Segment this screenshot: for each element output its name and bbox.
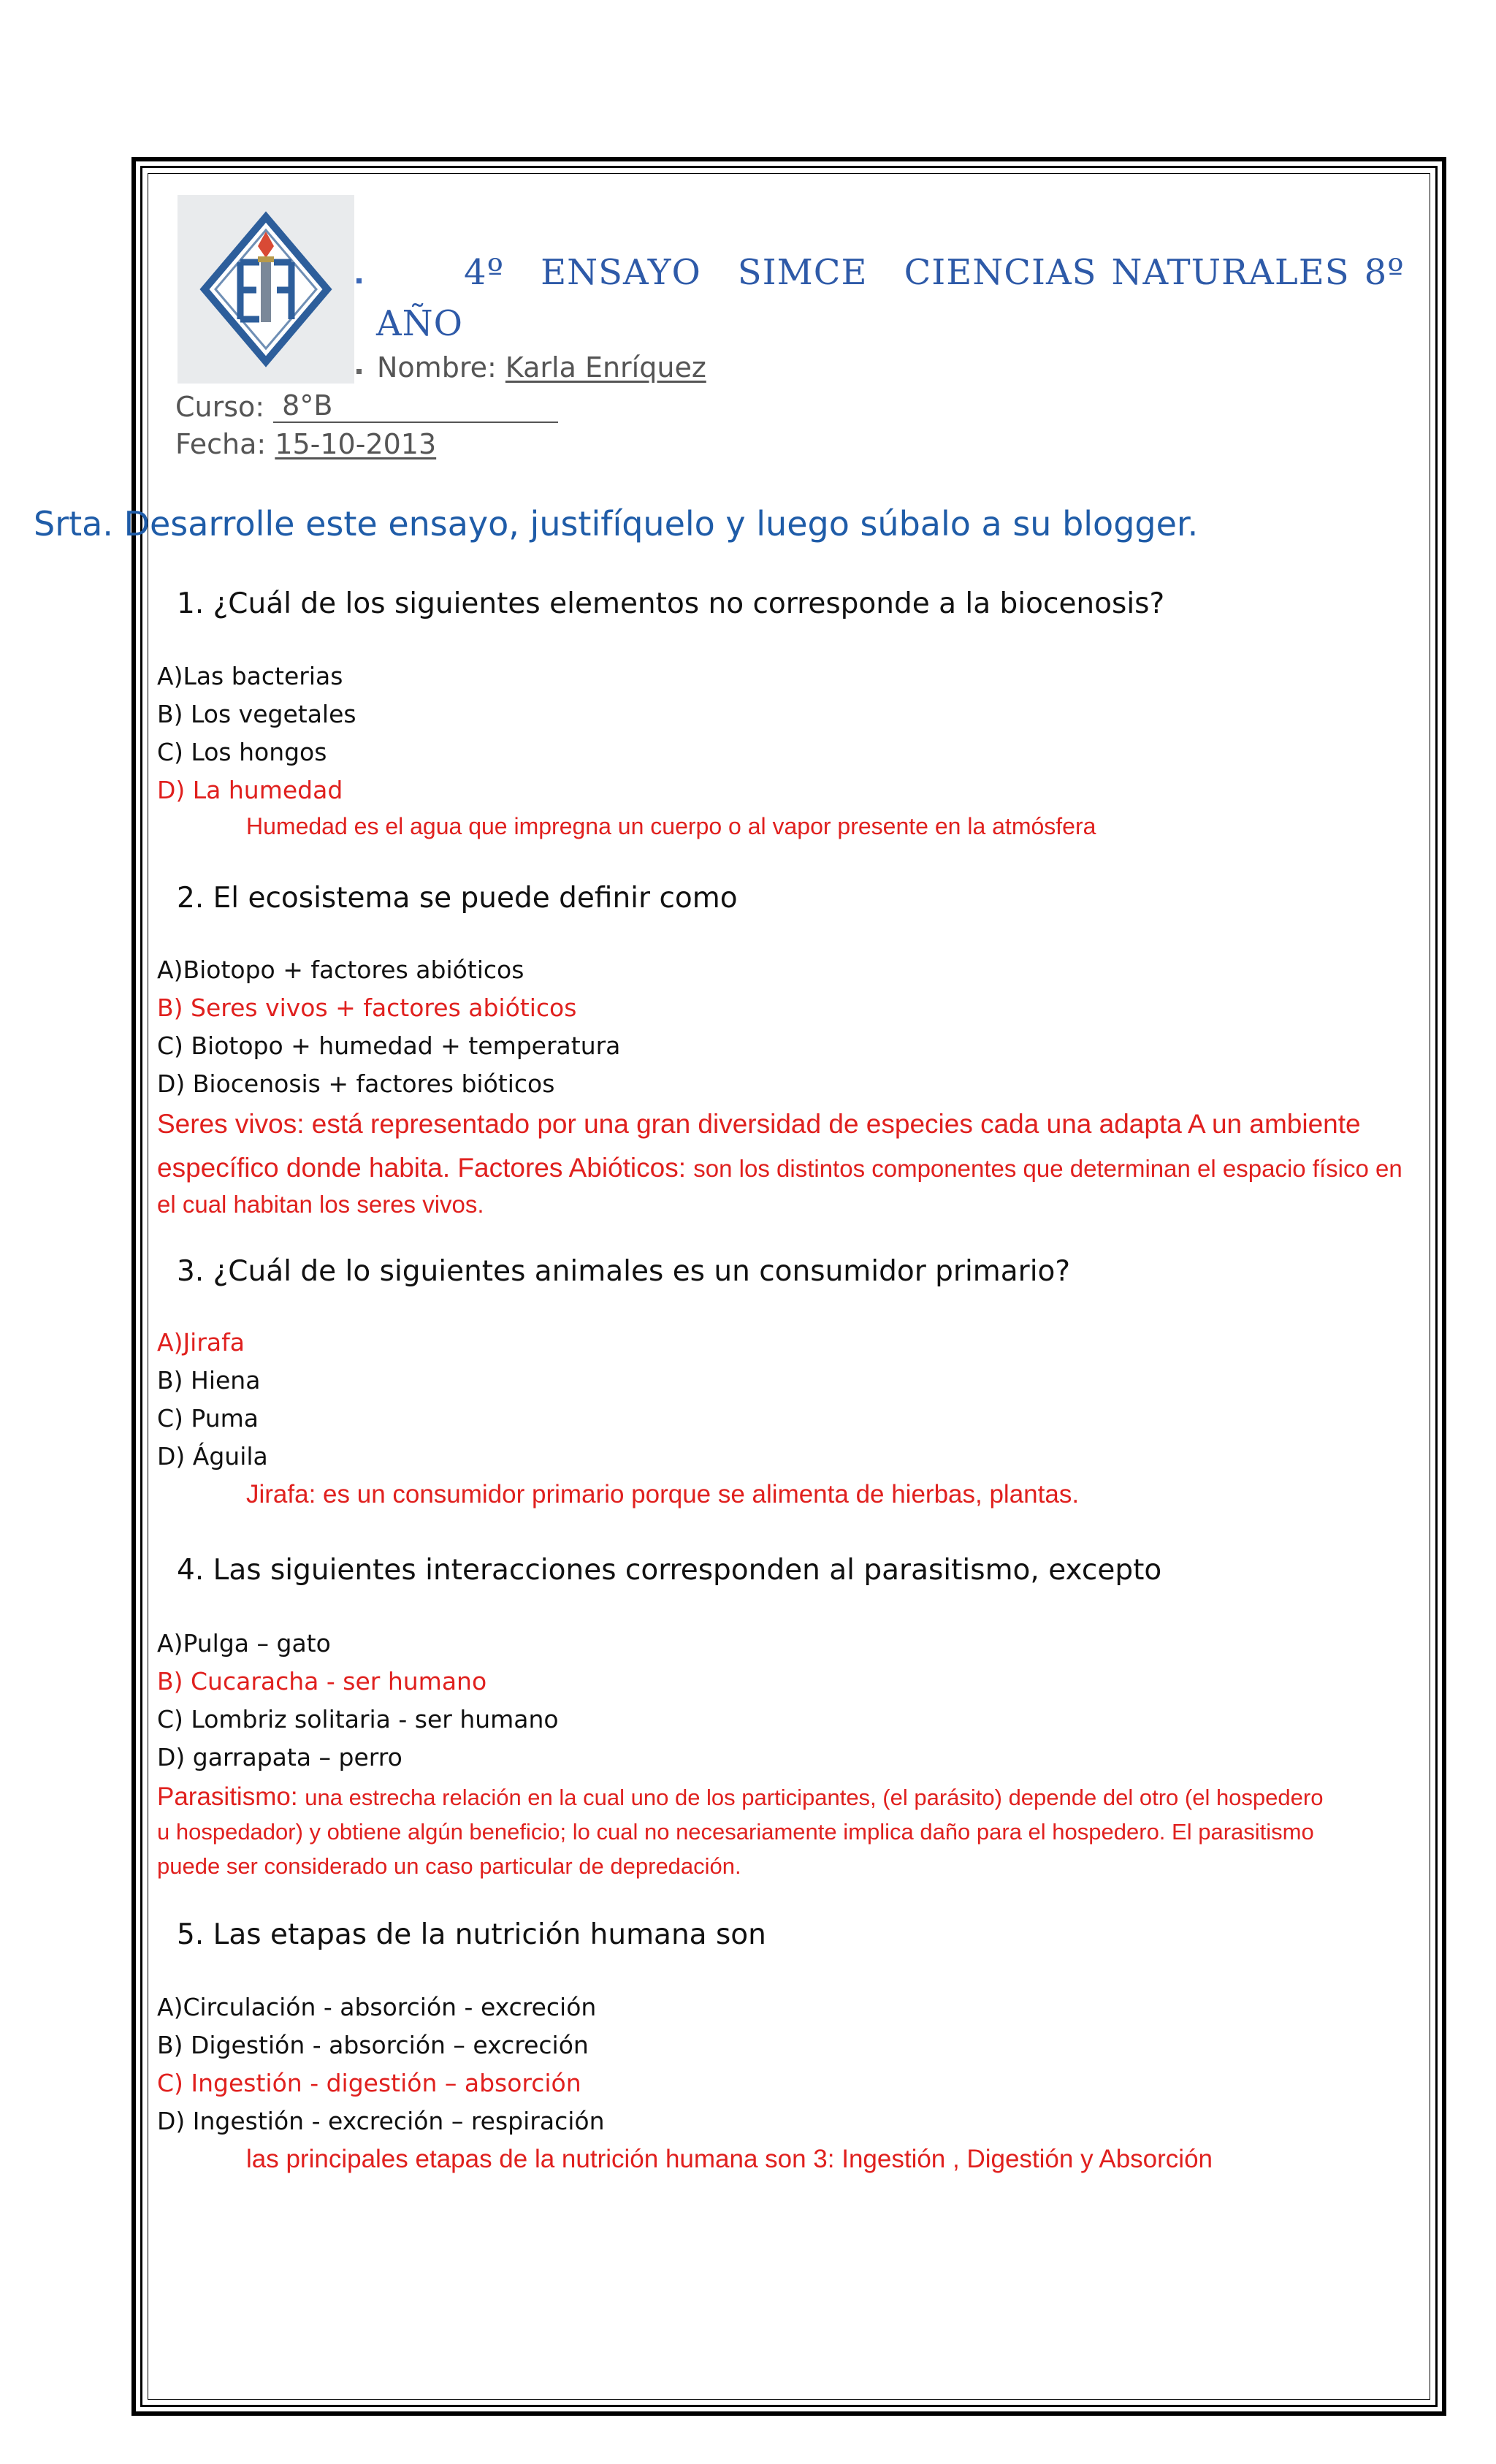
title-bullet-icon xyxy=(356,278,362,283)
option-3a-answer: A)Jirafa xyxy=(157,1328,245,1357)
course-field xyxy=(175,391,558,423)
title-word: SIMCE xyxy=(737,252,868,293)
option-5b: B) Digestión - absorción – excreción xyxy=(157,2031,589,2059)
school-logo-icon xyxy=(178,195,354,384)
title-line-1 xyxy=(376,247,1405,298)
nombre-bullet-icon xyxy=(356,369,362,374)
explanation-1: Humedad es el agua que impregna un cuerpo o al vapor presente en la atmósfera xyxy=(246,813,1096,839)
option-2b-answer: B) Seres vivos + factores abióticos xyxy=(157,993,577,1022)
date-field xyxy=(175,428,436,460)
option-5c-answer: C) Ingestión - digestión – absorción xyxy=(157,2069,581,2097)
fecha-value: 15-10-2013 xyxy=(275,428,437,460)
title-word: CIENCIAS xyxy=(904,252,1097,293)
explanation-2-line-3: el cual habitan los seres vivos. xyxy=(157,1191,484,1218)
title-word: NATURALES xyxy=(1111,252,1350,293)
title-word: 4º xyxy=(464,252,505,293)
explanation-4-line-1 xyxy=(157,1782,1323,1812)
option-4c: C) Lombriz solitaria - ser humano xyxy=(157,1705,559,1733)
nombre-value: Karla Enríquez xyxy=(505,351,706,384)
curso-value: 8°B xyxy=(282,389,333,422)
title-word: ENSAYO xyxy=(541,252,701,293)
curso-underline xyxy=(273,391,558,423)
title-line-2: AÑO xyxy=(376,303,464,344)
instruction-text: Srta. Desarrolle este ensayo, justifíquelo y luego súbalo a su blogger. xyxy=(34,504,1199,543)
explanation-4-line-2: u hospedador) y obtiene algún beneficio; lo cual no necesariamente implica daño para el hospedero. El parasitismo xyxy=(157,1819,1314,1845)
page-title xyxy=(376,247,1405,349)
option-1c: C) Los hongos xyxy=(157,738,327,766)
question-1: 1. ¿Cuál de los siguientes elementos no corresponde a la biocenosis? xyxy=(177,587,1165,620)
option-3c: C) Puma xyxy=(157,1404,259,1433)
explanation-2-term: específico donde habita. Factores Abióticos: xyxy=(157,1153,694,1183)
question-3: 3. ¿Cuál de lo siguientes animales es un consumidor primario? xyxy=(177,1255,1071,1288)
option-5d: D) Ingestión - excreción – respiración xyxy=(157,2107,605,2135)
option-2a: A)Biotopo + factores abióticos xyxy=(157,956,524,984)
option-1a: A)Las bacterias xyxy=(157,662,343,690)
option-3d: D) Águila xyxy=(157,1442,268,1471)
question-5: 5. Las etapas de la nutrición humana son xyxy=(177,1918,766,1951)
option-4a: A)Pulga – gato xyxy=(157,1629,331,1658)
option-4b-answer: B) Cucaracha - ser humano xyxy=(157,1667,487,1696)
explanation-3: Jirafa: es un consumidor primario porque se alimenta de hierbas, plantas. xyxy=(246,1480,1080,1508)
option-3b: B) Hiena xyxy=(157,1366,261,1395)
student-name-field xyxy=(377,351,706,384)
explanation-4-definition: una estrecha relación en la cual uno de los participantes, (el parásito) depende del otro (el hospedero xyxy=(305,1785,1324,1810)
explanation-2-definition: son los distintos componentes que determinan el espacio físico en xyxy=(693,1155,1402,1182)
title-word: 8º xyxy=(1364,252,1405,293)
curso-label: Curso: xyxy=(175,391,274,423)
option-2c: C) Biotopo + humedad + temperatura xyxy=(157,1031,621,1060)
explanation-4-line-3: puede ser considerado un caso particular de depredación. xyxy=(157,1853,741,1879)
fecha-label: Fecha: xyxy=(175,428,275,460)
option-1b: B) Los vegetales xyxy=(157,700,356,728)
option-1d-answer: D) La humedad xyxy=(157,776,343,804)
option-5a: A)Circulación - absorción - excreción xyxy=(157,1993,597,2021)
question-2: 2. El ecosistema se puede definir como xyxy=(177,882,738,915)
option-4d: D) garrapata – perro xyxy=(157,1743,402,1771)
explanation-4-term: Parasitismo: xyxy=(157,1782,305,1811)
explanation-2-line-1: Seres vivos: está representado por una gran diversidad de especies cada una adapta A un ambiente xyxy=(157,1109,1361,1139)
explanation-5: las principales etapas de la nutrición humana son 3: Ingestión , Digestión y Absorción xyxy=(246,2145,1213,2173)
nombre-label: Nombre: xyxy=(377,351,505,384)
question-4: 4. Las siguientes interacciones corresponden al parasitismo, excepto xyxy=(177,1554,1162,1587)
explanation-2-line-2 xyxy=(157,1153,1402,1183)
option-2d: D) Biocenosis + factores bióticos xyxy=(157,1069,555,1098)
